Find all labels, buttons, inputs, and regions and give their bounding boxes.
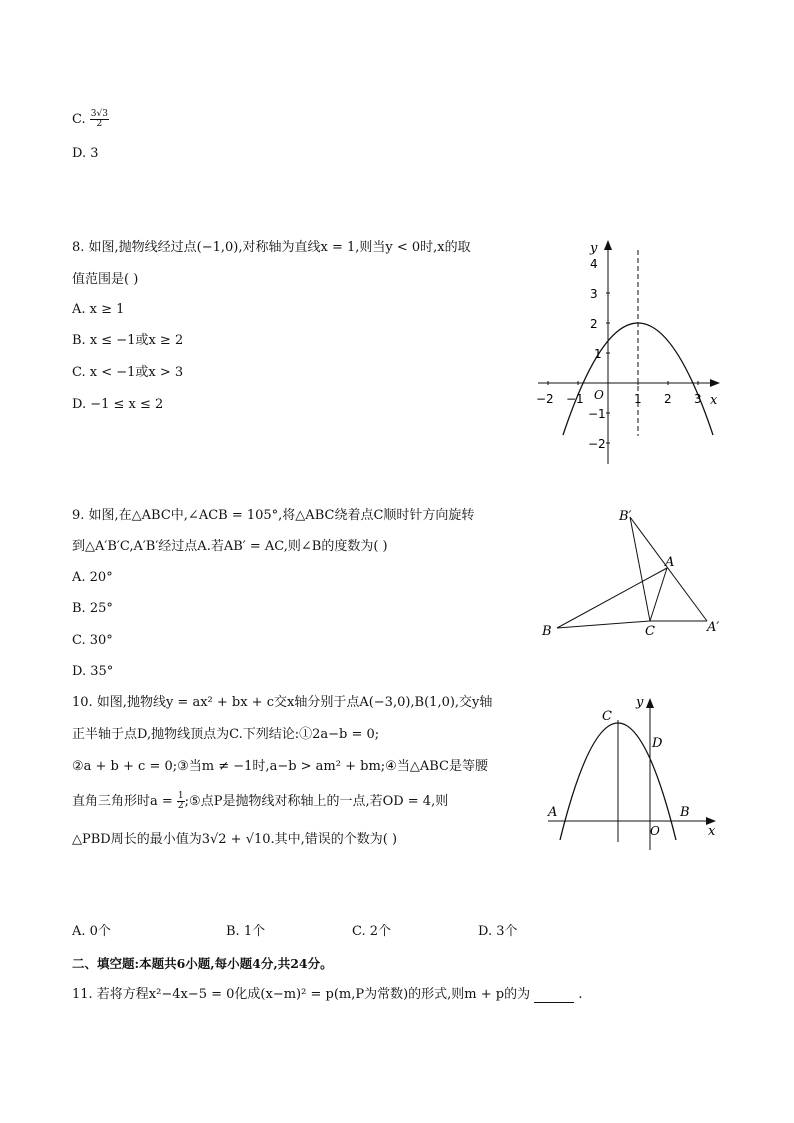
q10-fraction-denominator: 2 bbox=[177, 801, 184, 811]
q10-label-d: D bbox=[652, 736, 663, 751]
q9-option-c: C. 30° bbox=[72, 633, 113, 648]
q10-label-x: x bbox=[708, 824, 716, 839]
q8-origin-label: O bbox=[594, 388, 604, 402]
q10-stem-line4-suffix: ;⑤点P是抛物线对称轴上的一点,若OD = 4,则 bbox=[184, 794, 449, 809]
q7-option-c-fraction bbox=[90, 110, 109, 129]
q11-stem-text: 11. 若将方程x²−4x−5 = 0化成(x−m)² = p(m,P为常数)的形式,则m + p的为 bbox=[72, 987, 531, 1002]
q8-y-label: y bbox=[590, 241, 598, 256]
q9-stem-line2: 到△A′B′C,A′B′经过点A.若AB′ = AC,则∠B的度数为( ) bbox=[72, 539, 388, 554]
q8-y-tick-1: 1 bbox=[594, 347, 602, 361]
q10-label-a: A bbox=[548, 805, 558, 820]
q8-y-tick-4: 4 bbox=[590, 257, 598, 271]
q10-y-axis-arrow bbox=[646, 698, 654, 708]
q7-option-c-numerator: 3√3 bbox=[90, 109, 108, 119]
q8-option-d: D. −1 ≤ x ≤ 2 bbox=[72, 397, 164, 412]
q10-parabola-figure bbox=[540, 692, 725, 852]
q7-option-c-label: C. bbox=[72, 112, 86, 127]
q8-stem-line1: 8. 如图,抛物线经过点(−1,0),对称轴为直线x = 1,则当y < 0时,x的取 bbox=[72, 240, 471, 255]
q8-x-tick-neg1: −1 bbox=[566, 392, 584, 406]
q9-option-d: D. 35° bbox=[72, 664, 114, 679]
q11-stem-end: . bbox=[578, 987, 583, 1002]
q10-label-y: y bbox=[636, 695, 644, 710]
q8-x-axis-arrow bbox=[710, 379, 720, 387]
q8-parabola-graph bbox=[530, 236, 725, 466]
q9-option-a: A. 20° bbox=[72, 570, 113, 585]
q8-y-tick-neg1: −1 bbox=[588, 407, 606, 421]
q11-answer-blank[interactable] bbox=[534, 990, 574, 1003]
q10-label-b: B bbox=[680, 805, 690, 820]
q9-label-c: C bbox=[645, 624, 655, 639]
q10-stem-line3: ②a + b + c = 0;③当m ≠ −1时,a−b > am² + bm;④当△ABC是等腰 bbox=[72, 759, 488, 774]
q9-label-b-prime: B′ bbox=[619, 509, 632, 524]
q10-option-c: C. 2个 bbox=[352, 924, 392, 939]
q8-x-tick-3: 3 bbox=[694, 392, 702, 406]
q10-stem-line1: 10. 如图,抛物线y = ax² + bx + c交x轴分别于点A(−3,0),B(1,0),交y轴 bbox=[72, 695, 493, 710]
q8-x-label: x bbox=[710, 393, 718, 408]
q10-option-d: D. 3个 bbox=[478, 924, 518, 939]
q9-label-a-prime: A′ bbox=[707, 620, 720, 635]
q10-option-a: A. 0个 bbox=[72, 924, 111, 939]
q8-option-a: A. x ≥ 1 bbox=[72, 302, 125, 317]
q10-stem-line4 bbox=[72, 792, 448, 811]
q8-stem-line2: 值范围是( ) bbox=[72, 272, 139, 287]
q7-option-c bbox=[72, 110, 109, 129]
q10-stem-line4-prefix: 直角三角形时a = bbox=[72, 794, 177, 809]
q9-stem-line1: 9. 如图,在△ABC中,∠ACB = 105°,将△ABC绕着点C顺时针方向旋转 bbox=[72, 508, 475, 523]
q10-option-b: B. 1个 bbox=[226, 924, 266, 939]
q7-option-c-denominator: 2 bbox=[96, 119, 103, 129]
q11-stem bbox=[72, 987, 583, 1003]
q10-fraction-numerator: 1 bbox=[177, 791, 184, 801]
q8-y-axis-arrow bbox=[604, 240, 612, 250]
q8-option-b: B. x ≤ −1或x ≥ 2 bbox=[72, 333, 184, 348]
q9-segment-b-prime-c bbox=[630, 517, 650, 621]
q10-label-o: O bbox=[650, 824, 660, 838]
q10-fraction-half bbox=[177, 792, 185, 811]
q8-x-tick-1: 1 bbox=[634, 392, 642, 406]
section2-title: 二、填空题:本题共6小题,每小题4分,共24分。 bbox=[72, 956, 333, 971]
q9-rotation-figure bbox=[535, 505, 730, 645]
q10-label-c: C bbox=[602, 709, 612, 724]
q8-y-tick-neg2: −2 bbox=[588, 437, 606, 451]
q10-stem-line5: △PBD周长的最小值为3√2 + √10.其中,错误的个数为( ) bbox=[72, 832, 398, 847]
q8-y-tick-2: 2 bbox=[590, 317, 598, 331]
q10-stem-line2: 正半轴于点D,抛物线顶点为C.下列结论:①2a−b = 0; bbox=[72, 727, 380, 742]
q8-y-tick-3: 3 bbox=[590, 287, 598, 301]
q9-segment-bc bbox=[557, 621, 650, 628]
q8-x-tick-neg2: −2 bbox=[536, 392, 554, 406]
q8-option-c: C. x < −1或x > 3 bbox=[72, 365, 184, 380]
q9-label-b: B bbox=[542, 624, 552, 639]
q9-option-b: B. 25° bbox=[72, 601, 113, 616]
q9-label-a: A bbox=[665, 555, 675, 570]
q8-x-tick-2: 2 bbox=[664, 392, 672, 406]
q7-option-d: D. 3 bbox=[72, 146, 99, 161]
